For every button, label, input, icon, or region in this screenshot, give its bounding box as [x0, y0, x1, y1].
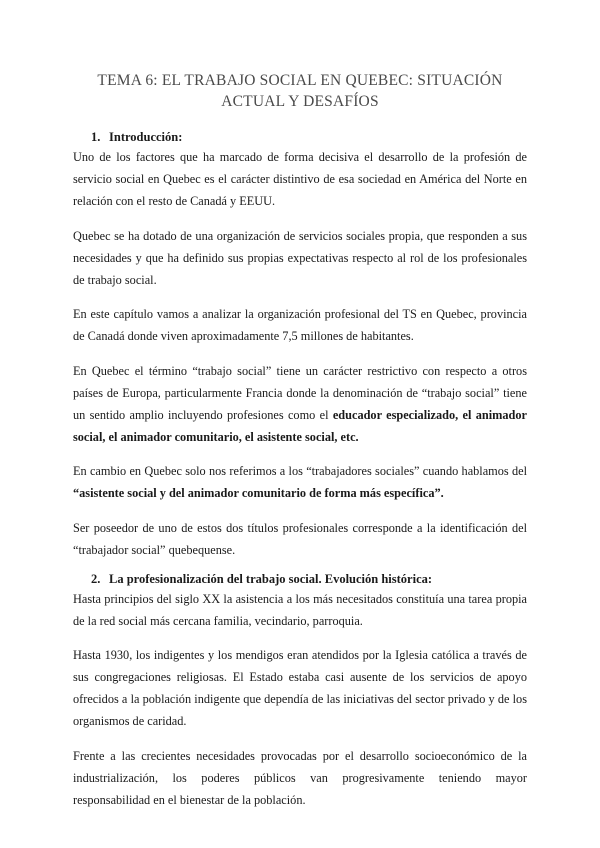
paragraph: Uno de los factores que ha marcado de forma decisiva el desarrollo de la profesión de servicio social en Quebec es el carácter distintivo de esa sociedad en América del Norte en relación con el resto de Canadá y EEUU. [73, 150, 527, 208]
paragraph-bold-text: “asistente social y del animador comunitario de forma más específica”. [73, 486, 444, 500]
section-number: 1. [91, 130, 101, 144]
section-heading-text: Introducción: [109, 130, 183, 144]
section-heading-profesionalizacion [73, 571, 527, 588]
paragraph-text: En cambio en Quebec solo nos referimos a los “trabajadores sociales” cuando hablamos del [73, 464, 527, 478]
paragraph-bold-text: educador especializado, el animador social, el animador comunitario, el asistente social, etc. [73, 407, 527, 444]
paragraph: Frente a las crecientes necesidades provocadas por el desarrollo socioeconómico de la industrialización, los poderes públicos van progresivamente teniendo mayor responsabilidad en el bienestar de la población. [73, 748, 527, 807]
paragraph: Hasta principios del siglo XX la asistencia a los más necesitados constituía una tarea propia de la red social más cercana familia, vecindario, parroquia. [73, 591, 527, 628]
paragraph: En este capítulo vamos a analizar la organización profesional del TS en Quebec, provincia de Canadá donde viven aproximadamente 7,5 millones de habitantes. [73, 307, 527, 343]
section-heading-introduccion [73, 129, 527, 146]
paragraph-text: En Quebec el término “trabajo social” tiene un carácter restrictivo con respecto a otros países de Europa, particularmente Francia donde la denominación de “trabajo social” tiene un sentido amplio incluyendo profesiones como el [73, 363, 527, 422]
section-heading-text: La profesionalización del trabajo social. Evolución histórica: [109, 571, 433, 586]
document-title: TEMA 6: EL TRABAJO SOCIAL EN QUEBEC: SITUACIÓN ACTUAL Y DESAFÍOS [97, 72, 503, 110]
paragraph: Quebec se ha dotado de una organización de servicios sociales propia, que responden a sus necesidades y que ha definido sus propias expectativas respecto al rol de los profesionales de trabajo social. [73, 228, 527, 287]
paragraph [73, 360, 527, 448]
paragraph: Ser poseedor de uno de estos dos títulos profesionales corresponde a la identificación del “trabajador social” quebequense. [73, 520, 527, 557]
section-number: 2. [91, 571, 101, 586]
paragraph: Hasta 1930, los indigentes y los mendigos eran atendidos por la Iglesia católica a través de sus congregaciones religiosas. El Estado estaba casi ausente de los servicios de apoyo ofrecidos a la población indigente que dependía de las iniciativas del sector privado y de los organismos de caridad. [73, 648, 527, 728]
paragraph [73, 460, 527, 504]
